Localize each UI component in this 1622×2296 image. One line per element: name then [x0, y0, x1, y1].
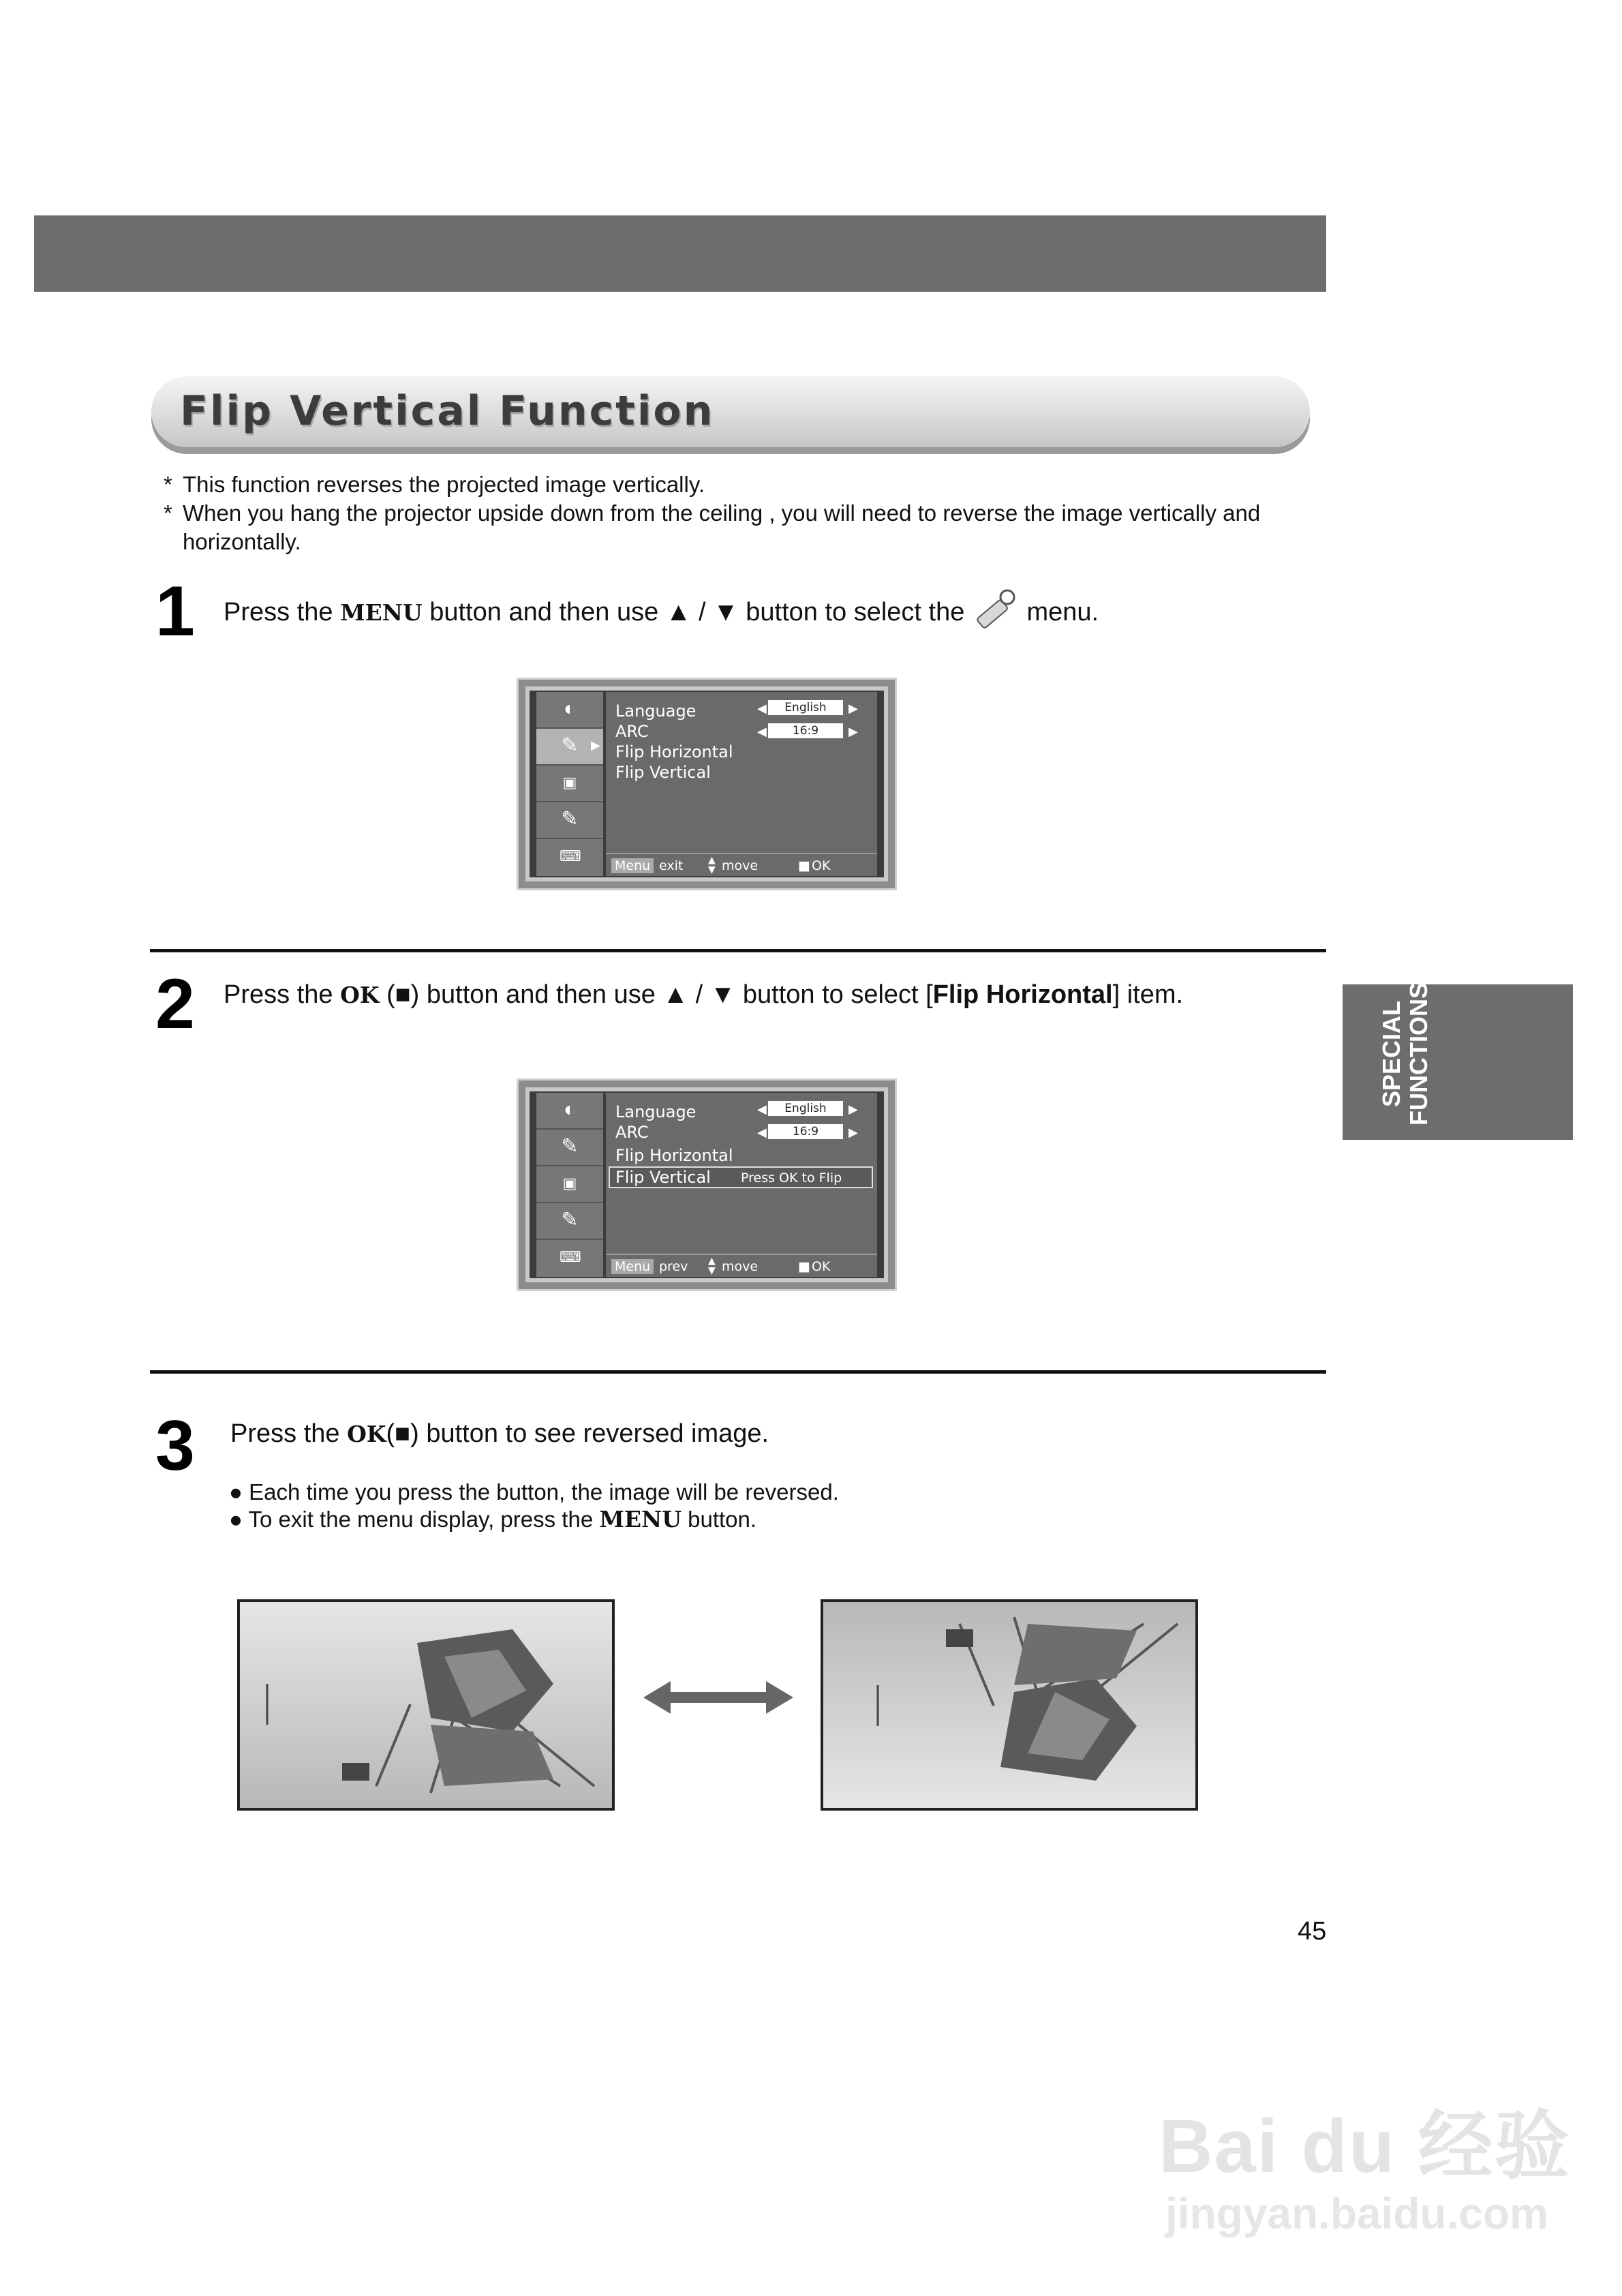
screen-menu-tab[interactable] [536, 1166, 603, 1203]
tools-icon: ✎ [561, 808, 579, 830]
special-menu-tab[interactable] [536, 1203, 603, 1240]
menu-key-label: Menu [611, 1259, 654, 1274]
menu-item-flip-horizontal[interactable]: Flip Horizontal [615, 1146, 733, 1165]
left-arrow-icon: ◀ [757, 1126, 767, 1139]
setup-menu-tab[interactable] [536, 729, 603, 766]
updown-icon: ▲ ▼ [708, 855, 716, 875]
page-number: 45 [1298, 1917, 1327, 1946]
flip-prompt: Press OK to Flip [741, 1170, 842, 1185]
left-arrow-icon: ◀ [757, 701, 767, 715]
picture-menu-tab[interactable] [536, 1093, 603, 1130]
step-2-number: 2 [155, 965, 195, 1044]
language-value[interactable]: English [768, 700, 843, 715]
header-bar [34, 215, 1326, 292]
divider-2 [150, 1370, 1326, 1374]
input-menu-tab[interactable] [536, 839, 603, 875]
special-functions-tab: SPECIAL FUNCTIONS [1343, 984, 1573, 1140]
menu-item-flip-vertical[interactable]: Flip Vertical [615, 763, 711, 782]
menu-icon-column [536, 692, 603, 876]
left-arrow-icon: ◀ [757, 725, 767, 738]
language-value[interactable]: English [768, 1101, 843, 1116]
menu-item-flip-horizontal[interactable]: Flip Horizontal [615, 742, 733, 761]
right-arrow-icon: ▶ [848, 1102, 858, 1116]
updown-icon: ▲ ▼ [708, 1256, 716, 1276]
right-arrow-icon: ▶ [848, 701, 858, 715]
wrench-icon: ✎ [561, 734, 579, 757]
bullet-icon: ● [229, 1479, 243, 1505]
watermark-url: jingyan.baidu.com [1165, 2189, 1548, 2238]
screen-menu-tab[interactable] [536, 766, 603, 802]
menu-item-flip-vertical: Flip Vertical [615, 1168, 711, 1187]
special-menu-tab[interactable] [536, 802, 603, 839]
step-3-instruction: Press the OK(■) button to see reversed image. [230, 1419, 769, 1448]
step-1-number: 1 [155, 572, 195, 651]
step-3-bullet-1: ● Each time you press the button, the image will be reversed. [229, 1479, 839, 1505]
watermark-brand: Bai du 经验 [1159, 2104, 1571, 2188]
step-3-bullet-2: ● To exit the menu display, press the MENU button. [229, 1506, 757, 1532]
menu-panel [606, 692, 877, 876]
step-2-instruction: Press the OK (■) button and then use ▲ / ▼ button to select [Flip Horizontal] item. [224, 980, 1184, 1009]
right-arrow-icon: ▶ [848, 725, 858, 738]
step-1-instruction: Press the MENU button and then use ▲ / ▼ button to select the menu. [224, 588, 1099, 635]
menu-item-arc[interactable]: ARC [615, 1123, 649, 1142]
original-image [237, 1599, 615, 1811]
input-menu-tab[interactable] [536, 1240, 603, 1275]
contrast-icon: ◐ [563, 697, 577, 720]
menu-panel [606, 1093, 877, 1277]
left-arrow-icon: ◀ [757, 1102, 767, 1116]
reversed-image [821, 1599, 1198, 1811]
menu-footer: Menu prev ▲ ▼ move ■ OK [606, 1254, 877, 1278]
keyboard-icon: ⌨ [560, 847, 581, 864]
flip-vertical-highlight[interactable] [609, 1166, 873, 1188]
step-3-number: 3 [155, 1406, 195, 1485]
menu-item-arc[interactable]: ARC [615, 722, 649, 741]
tools-icon: ✎ [561, 1209, 579, 1231]
menu-key-label: Menu [611, 858, 654, 873]
menu-item-language[interactable]: Language [615, 1102, 697, 1121]
arc-value[interactable]: 16:9 [768, 723, 843, 738]
screen-icon: ▣ [562, 774, 577, 791]
osd-menu-step1 [517, 678, 897, 890]
arc-value[interactable]: 16:9 [768, 1124, 843, 1139]
osd-menu-step2 [517, 1078, 897, 1291]
menu-footer: Menu exit ▲ ▼ move ■ OK [606, 853, 877, 877]
keyboard-icon: ⌨ [560, 1248, 581, 1265]
selected-arrow-icon: ▶ [591, 738, 600, 752]
menu-icon-column [536, 1093, 603, 1277]
divider-1 [150, 949, 1326, 952]
contrast-icon: ◐ [563, 1098, 577, 1121]
menu-item-language[interactable]: Language [615, 701, 697, 721]
section-title: Flip Vertical Function [180, 387, 715, 435]
screen-icon: ▣ [562, 1175, 577, 1192]
right-arrow-icon: ▶ [848, 1126, 858, 1139]
wrench-icon: ✎ [561, 1135, 579, 1158]
ok-square-icon: ■ [798, 1259, 810, 1274]
bullet-icon: ● [229, 1507, 243, 1532]
double-arrow-icon [643, 1677, 793, 1721]
setup-menu-icon [972, 588, 1020, 635]
ok-square-icon: ■ [798, 858, 810, 873]
picture-menu-tab[interactable] [536, 692, 603, 729]
setup-menu-tab[interactable] [536, 1130, 603, 1166]
